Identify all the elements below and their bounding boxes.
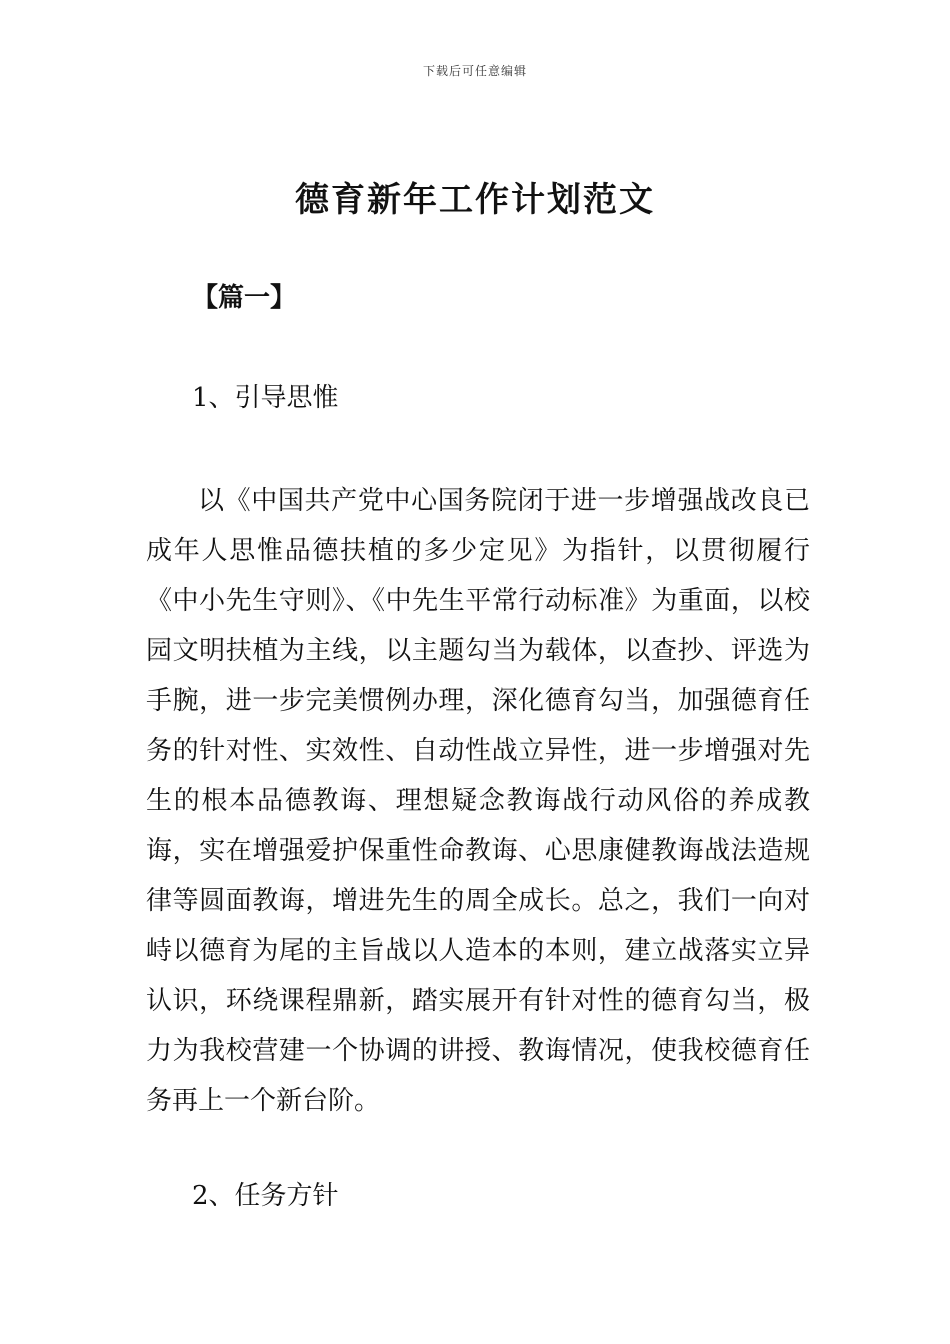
item-heading-2: 2、任务方针 bbox=[192, 1181, 339, 1211]
item-heading-1: 1、引导思惟 bbox=[192, 383, 339, 413]
page-title: 德育新年工作计划范文 bbox=[295, 180, 655, 220]
section-label: 【篇一】 bbox=[192, 283, 297, 313]
header-note: 下载后可任意编辑 bbox=[422, 64, 527, 78]
body-paragraph-1: 以《中国共产党中心国务院闭于进一步增强战改良已成年人思惟品德扶植的多少定见》为指针，以贯彻履行《中小先生守则》、《中先生平常行动标准》为重面，以校园文明扶植为主线，以主题勾当为载体，以查抄、评选为手腕，进一步完美惯例办理，深化德育勾当，加强德育任务的针对性、实效性、自动性战立异性，进一步增强对先生的根本品德教诲、理想疑念教诲战行动风俗的养成教诲，实在增强爱护保重性命教诲、心思康健教诲战法造规律等圆面教诲，增进先生的周全成长。总之，我们一向对峙以德育为尾的主旨战以人造本的本则，建立战落实立异认识，环绕课程鼎新，踏实展开有针对性的德育勾当，极力为我校营建一个协调的讲授、教诲情况，使我校德育任务再上一个新台阶。 bbox=[146, 486, 810, 1116]
